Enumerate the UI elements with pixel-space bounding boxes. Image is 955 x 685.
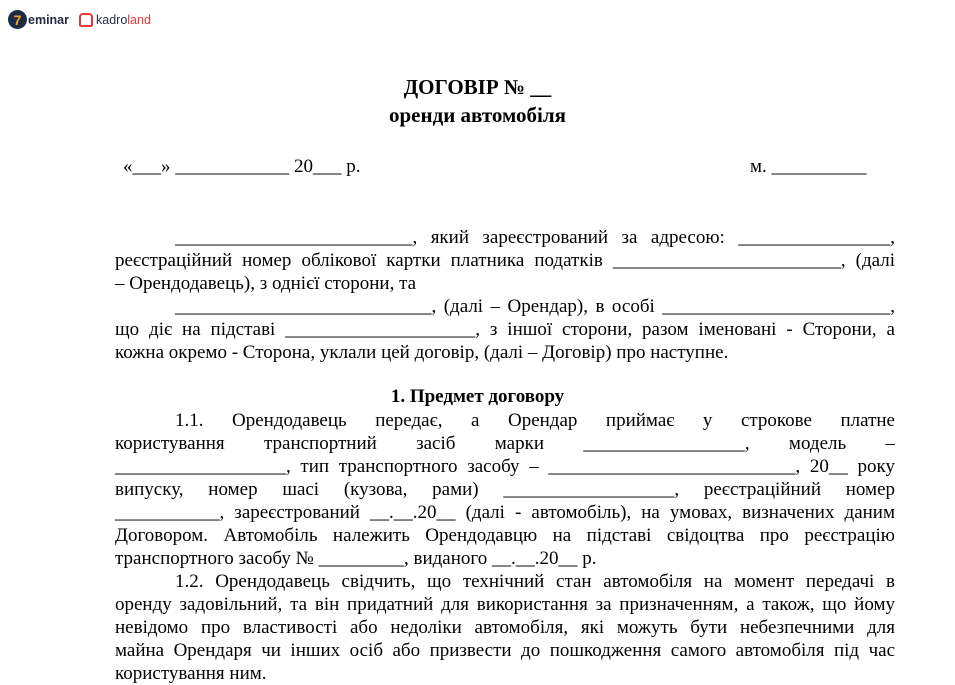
seminar-logo-text: eminar — [28, 12, 69, 27]
clause-line: ___________, зареєстрований __.__.20__ (далі - автомобіль), на умовах, визначених даним — [115, 502, 895, 523]
logos — [8, 10, 151, 29]
clause-line: __________________, тип транспортного засобу – __________________________, 20__ року — [115, 456, 895, 477]
clause-line: Договором. Автомобіль належить Орендодавцю на підставі свідоцтва про реєстрацію — [115, 525, 895, 546]
date-line: «___» ____________ 20___ р. — [123, 156, 361, 177]
preamble-line: – Орендодавець), з однієї сторони, та — [115, 273, 417, 294]
clause-line: 1.2. Орендодавець свідчить, що технічний стан автомобіля на момент передачі в — [175, 571, 895, 592]
preamble-line: кожна окремо - Сторона, уклали цей договір, (далі – Договір) про наступне. — [115, 342, 729, 363]
clause-line: невідомо про властивості або недоліки автомобіля, які можуть бути небезпечними для — [115, 617, 895, 638]
document-subtitle: оренди автомобіля — [388, 103, 567, 127]
city-line: м. __________ — [750, 156, 867, 177]
kadroland-logo-icon — [79, 13, 93, 27]
kadroland-logo-text: kadro — [96, 12, 128, 27]
preamble-line: реєстраційний номер облікової картки платника податків ________________________, (далі — [115, 250, 895, 271]
clause-line: користування транспортний засіб марки _________________, модель – — [115, 433, 895, 454]
seminar-logo-icon: 7 — [8, 10, 27, 29]
kadroland-logo-text-accent: land — [127, 12, 151, 27]
preamble-line: що діє на підставі ____________________, з іншої сторони, разом іменовані - Сторони, а — [115, 319, 895, 340]
preamble-line: _________________________, який зареєстрований за адресою: ________________, — [175, 227, 895, 248]
section-heading: 1. Предмет договору — [390, 386, 565, 407]
document-title: ДОГОВІР № __ — [403, 75, 552, 99]
clause-line: оренду задовільний, та він придатний для використання за призначенням, а також, що йому — [115, 594, 895, 615]
preamble-line: ___________________________, (далі – Орендар), в особі ________________________, — [175, 296, 895, 317]
clause-line: користування ним. — [115, 663, 267, 684]
clause-line: транспортного засобу № _________, виданого __.__.20__ р. — [115, 548, 597, 569]
clause-line: 1.1. Орендодавець передає, а Орендар приймає у строкове платне — [175, 410, 895, 431]
clause-line: випуску, номер шасі (кузова, рами) __________________, реєстраційний номер — [115, 479, 895, 500]
clause-line: майна Орендаря чи інших осіб або призвести до пошкодження самого автомобіля під час — [115, 640, 895, 661]
